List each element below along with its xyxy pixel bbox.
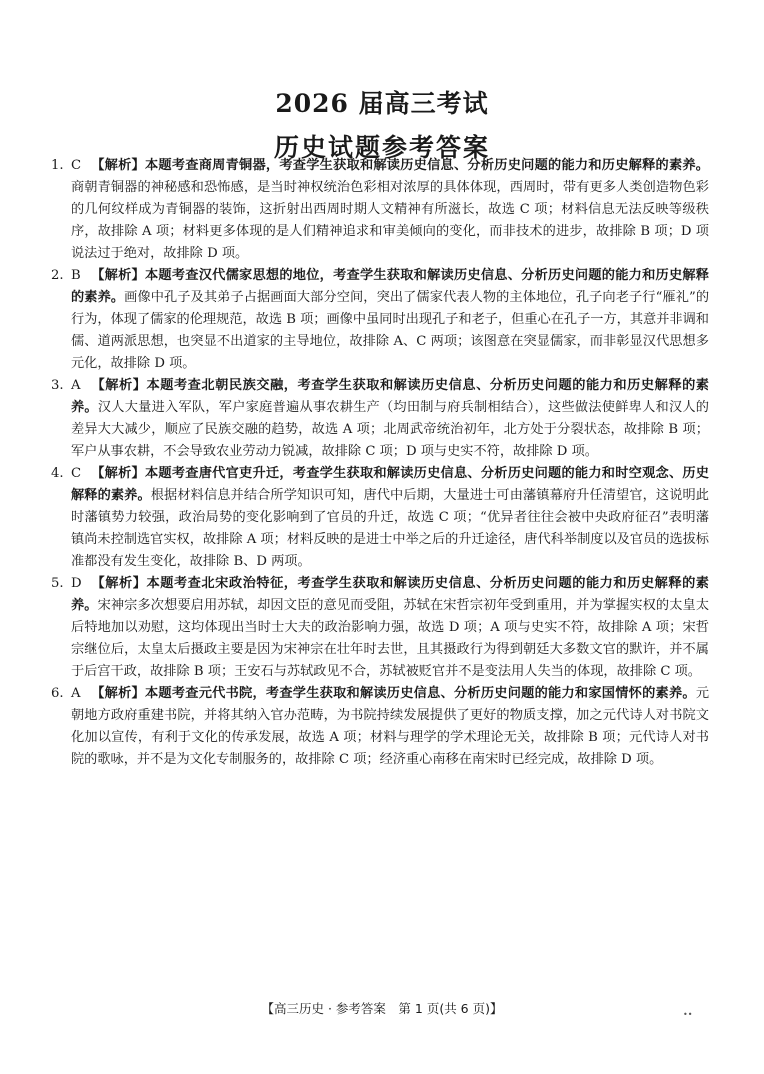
question-number: 3. — [51, 378, 64, 393]
answer-item-5 — [51, 573, 710, 683]
page-footer: 【高三历史 · 参考答案 第 1 页(共 6 页)】 — [261, 1001, 503, 1016]
answer-key-title: 历史试题参考答案 — [273, 133, 490, 162]
analysis-body: 根据材料信息并结合所学知识可知，唐代中后期，大量进士可由藩镇幕府升任清望官，这说明此时藩镇势力较强，政治局势的变化影响到了官员的升迁，故选 C 项；“优异者往往会被中央政府征召”表明藩镇尚未控制选官实权，故排除 A 项；材料反映的是进士中举之后的升迁途径，唐代科举制度以及官员的选拔标准都没有发生变化，故排除 B、D 两项。 — [71, 488, 709, 569]
answer-item-3 — [51, 375, 709, 463]
analysis-body: 画像中孔子及其弟子占据画面大部分空间，突出了儒家代表人物的主体地位，孔子向老子行“雁礼”的行为，体现了儒家的伦理规范，故选 B 项；画像中虽同时出现孔子和老子，但重心在孔子一方，其意并非调和儒、道两派思想，也突显不出道家的主导地位，故排除 A、C 两项；该图意在突显儒家，而非彰显汉代思想多元化，故排除 D 项。 — [71, 290, 710, 371]
answer-choice: C — [71, 466, 82, 481]
analysis-body: 宋神宗多次想要启用苏轼，却因文臣的意见而受阻，苏轼在宋哲宗初年受到重用，并为掌握实权的太皇太后特地加以劝慰，这均体现出当时士大夫的政治影响力强，故选 D 项；A 项与史实不符，故排除 A 项；宋哲宗继位后，太皇太后摄政主要是因为宋神宗在壮年时去世，且其摄政行为得到朝廷大多数文官的默许，并不属于后宫干政，故排除 B 项；王安石与苏轼政见不合，苏轼被贬官并不是变法用人失当的体现，故排除 C 项。 — [71, 598, 710, 679]
question-number: 2. — [51, 268, 64, 283]
analysis-heading: 【解析】本题考查北朝民族交融，考查学生获取和解读历史信息、分析历史问题的能力和历史解释的素养。 — [71, 378, 709, 415]
question-number: 1. — [51, 158, 64, 173]
analysis-heading: 【解析】本题考查元代书院，考查学生获取和解读历史信息、分析历史问题的能力和家国情怀的素养。 — [91, 686, 696, 701]
analysis-body: 元朝地方政府重建书院，并将其纳入官办范畴，为书院持续发展提供了更好的物质支撑，加之元代诗人对书院文化加以宣传，有利于文化的传承发展，故选 A 项；材料与理学的学术理论无关，故排除 B 项；元代诗人对书院的歌咏，并不是为文化专制服务的，故排除 C 项；经济重心南移在南宋时已经完成，故排除 D 项。 — [71, 686, 709, 767]
answer-item-2 — [51, 265, 710, 375]
analysis-heading: 【解析】本题考查汉代儒家思想的地位，考查学生获取和解读历史信息、分析历史问题的能力和历史解释的素养。 — [71, 268, 709, 305]
analysis-heading: 【解析】本题考查北宋政治特征，考查学生获取和解读历史信息、分析历史问题的能力和历史解释的素养。 — [71, 576, 709, 613]
exam-title: 2026 届高三考试 — [275, 89, 489, 118]
answer-list — [51, 155, 710, 771]
answer-item-1 — [51, 155, 709, 265]
answer-choice: A — [71, 378, 81, 393]
question-number: 4. — [51, 466, 64, 481]
analysis-heading: 【解析】本题考查唐代官吏升迁，考查学生获取和解读历史信息、分析历史问题的能力和时空观念、历史解释的素养。 — [71, 466, 709, 503]
answer-choice: D — [71, 576, 82, 591]
answer-item-4 — [51, 463, 709, 573]
analysis-heading: 【解析】本题考查商周青铜器，考查学生获取和解读历史信息、分析历史问题的能力和历史解释的素养。 — [91, 158, 709, 173]
analysis-body: 商朝青铜器的神秘感和恐怖感，是当时神权统治色彩相对浓厚的具体体现，西周时，带有更多人类创造物色彩的几何纹样成为青铜器的装饰，这折射出西周时期人文精神有所滋长，故选 C 项；材料信息无法反映等级秩序，故排除 A 项；材料更多体现的是人们精神追求和审美倾向的变化，而非技术的进步，故排除 B 项；D 项说法过于绝对，故排除 D 项。 — [71, 180, 709, 261]
analysis-body: 汉人大量进入军队，军户家庭普遍从事农耕生产（均田制与府兵制相结合），这些做法使鲜卑人和汉人的差异大大减少，顺应了民族交融的趋势，故选 A 项；北周武帝统治初年，北方处于分裂状态，故排除 B 项；军户从事农耕，不会导致农业劳动力锐减，故排除 C 项；D 项与史实不符，故排除 D 项。 — [71, 400, 709, 459]
answer-item-6 — [51, 683, 709, 771]
answer-choice: C — [71, 158, 82, 173]
answer-choice: A — [71, 686, 81, 701]
question-number: 6. — [51, 686, 64, 701]
corner-mark: •• — [683, 1010, 693, 1019]
question-number: 5. — [51, 576, 64, 591]
answer-choice: B — [71, 268, 81, 283]
